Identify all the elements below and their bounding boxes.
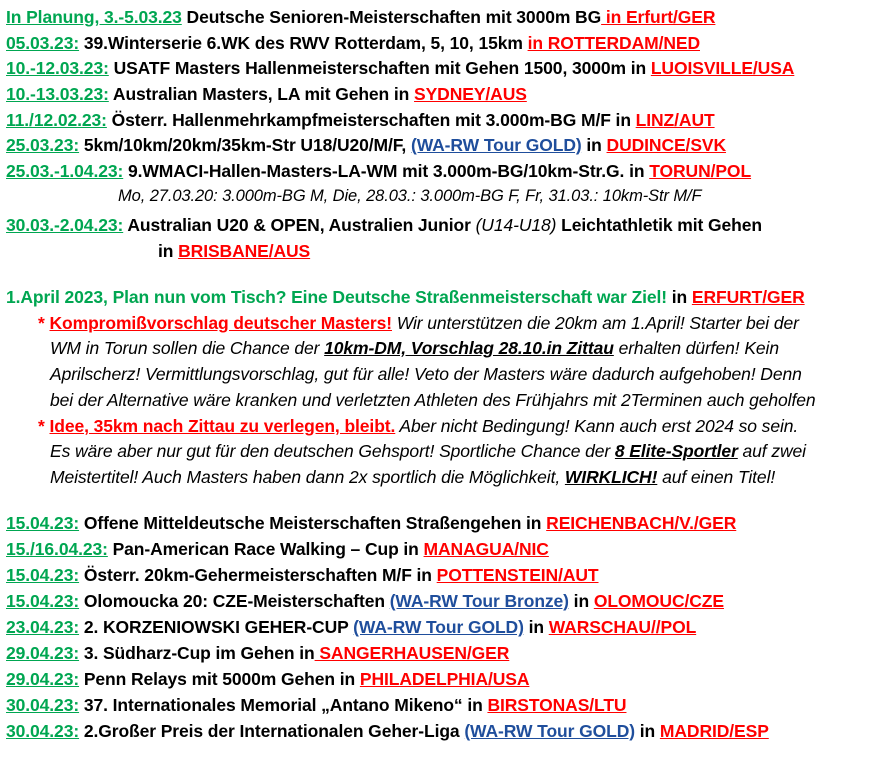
event-date: 15.04.23: bbox=[6, 565, 80, 585]
event-place-link[interactable]: DUDINCE/SVK bbox=[606, 135, 727, 155]
event-date: 29.04.23: bbox=[6, 643, 80, 663]
notice-text: auf zwei bbox=[737, 441, 806, 461]
notice-emphasis: WIRKLICH! bbox=[564, 467, 658, 487]
notice-line bbox=[50, 440, 806, 462]
tour-link[interactable]: (WA-RW Tour GOLD) bbox=[410, 135, 582, 155]
event-date: 10.-13.03.23: bbox=[6, 84, 109, 104]
notice-text: Aber nicht Bedingung! Kann auch erst 2024 so sein. bbox=[395, 416, 799, 436]
event-line bbox=[6, 83, 527, 105]
event-place-link[interactable]: in Erfurt/GER bbox=[601, 7, 716, 27]
event-date: In Planung, 3.-5.03.23 bbox=[6, 7, 182, 27]
notice-text: WM in Torun sollen die Chance der bbox=[50, 338, 325, 358]
event-place-link[interactable]: SANGERHAUSEN/GER bbox=[314, 643, 510, 663]
idea-title: Idee, 35km nach Zittau zu verlegen, bleibt. bbox=[49, 416, 396, 436]
event-date: 30.03.-2.04.23: bbox=[6, 215, 124, 235]
age-group: (U14-U18) bbox=[475, 215, 557, 235]
event-text: in bbox=[523, 617, 549, 637]
tour-link[interactable]: (WA-RW Tour Bronze) bbox=[389, 591, 569, 611]
event-date: 30.04.23: bbox=[6, 721, 80, 741]
notice-line bbox=[38, 312, 799, 334]
event-place-link[interactable]: PHILADELPHIA/USA bbox=[359, 669, 530, 689]
notice-text: Wir unterstützen die 20km am 1.April! Starter bei der bbox=[391, 313, 799, 333]
event-line bbox=[6, 590, 724, 612]
event-date: 25.03.-1.04.23: bbox=[6, 161, 124, 181]
event-place-link[interactable]: MADRID/ESP bbox=[659, 721, 769, 741]
notice-line bbox=[38, 415, 798, 437]
event-line-continued bbox=[158, 240, 310, 262]
notice-line: Aprilscherz! Vermittlungsvorschlag, gut für alle! Veto der Masters wäre dadurch aufgehoben! Denn bbox=[50, 364, 802, 384]
event-date: 29.04.23: bbox=[6, 669, 80, 689]
event-place-link[interactable]: OLOMOUC/CZE bbox=[593, 591, 724, 611]
notice-headline-line bbox=[6, 286, 805, 308]
event-place-link[interactable]: BRISBANE/AUS bbox=[178, 241, 311, 261]
notice-emphasis: 8 Elite-Sportler bbox=[614, 441, 738, 461]
event-line bbox=[6, 57, 794, 79]
torun-schedule: Mo, 27.03.20: 3.000m-BG M, Die, 28.03.: 3.000m-BG F, Fr, 31.03.: 10km-Str M/F bbox=[118, 187, 702, 205]
notice-emphasis: 10km-DM, Vorschlag 28.10.in Zittau bbox=[324, 338, 614, 358]
bullet-star: * bbox=[38, 416, 50, 436]
event-text: in bbox=[568, 591, 594, 611]
event-line bbox=[6, 538, 549, 560]
event-text: in bbox=[635, 721, 660, 741]
event-line bbox=[6, 512, 736, 534]
event-date: 10.-12.03.23: bbox=[6, 58, 109, 78]
notice-line bbox=[50, 466, 775, 488]
event-line bbox=[6, 109, 715, 131]
event-line bbox=[6, 616, 696, 638]
event-text: 2.Großer Preis der Internationalen Geher-Liga bbox=[79, 721, 465, 741]
event-text: 5km/10km/20km/35km-Str U18/U20/M/F, bbox=[79, 135, 411, 155]
event-text: 37. Internationales Memorial „Antano Mikeno“ in bbox=[79, 695, 488, 715]
event-place-link[interactable]: MANAGUA/NIC bbox=[423, 539, 549, 559]
event-line bbox=[6, 642, 509, 664]
event-place-link[interactable]: SYDNEY/AUS bbox=[414, 84, 527, 104]
event-text: 39.Winterserie 6.WK des RWV Rotterdam, 5, 10, 15km bbox=[79, 33, 528, 53]
event-date: 15.04.23: bbox=[6, 513, 80, 533]
event-text: Olomoucka 20: CZE-Meisterschaften bbox=[79, 591, 390, 611]
event-text: Australian Masters, LA mit Gehen in bbox=[108, 84, 415, 104]
event-date: 15./16.04.23: bbox=[6, 539, 108, 559]
event-place-link[interactable]: WARSCHAU//POL bbox=[548, 617, 697, 637]
event-text: Deutsche Senioren-Meisterschaften mit 3000m BG bbox=[181, 7, 602, 27]
event-date: 11./12.02.23: bbox=[6, 110, 107, 130]
event-line bbox=[6, 6, 715, 28]
event-text: 3. Südharz-Cup im Gehen in bbox=[79, 643, 315, 663]
event-line bbox=[6, 160, 751, 182]
proposal-title: Kompromißvorschlag deutscher Masters! bbox=[49, 313, 392, 333]
event-line bbox=[6, 564, 599, 586]
event-line bbox=[6, 694, 626, 716]
event-date: 23.04.23: bbox=[6, 617, 80, 637]
event-text: in bbox=[581, 135, 607, 155]
in-label: in bbox=[666, 287, 692, 307]
event-text: 9.WMACI-Hallen-Masters-LA-WM mit 3.000m-BG/10km-Str.G. in bbox=[123, 161, 650, 181]
event-date: 30.04.23: bbox=[6, 695, 80, 715]
notice-text: Meistertitel! Auch Masters haben dann 2x sportlich die Möglichkeit, bbox=[50, 467, 565, 487]
bullet-star: * bbox=[38, 313, 50, 333]
event-date: 05.03.23: bbox=[6, 33, 80, 53]
event-text: 2. KORZENIOWSKI GEHER-CUP bbox=[79, 617, 354, 637]
event-place-link[interactable]: in ROTTERDAM/NED bbox=[527, 33, 700, 53]
event-text: Pan-American Race Walking – Cup in bbox=[107, 539, 424, 559]
event-text: Österr. Hallenmehrkampfmeisterschaften mit 3.000m-BG M/F in bbox=[106, 110, 636, 130]
event-text: USATF Masters Hallenmeisterschaften mit Gehen 1500, 3000m in bbox=[108, 58, 651, 78]
event-date: 25.03.23: bbox=[6, 135, 80, 155]
event-place-link[interactable]: ERFURT/GER bbox=[691, 287, 805, 307]
event-place-link[interactable]: TORUN/POL bbox=[649, 161, 752, 181]
notice-text: erhalten dürfen! Kein bbox=[613, 338, 779, 358]
notice-text: Es wäre aber nur gut für den deutschen Gehsport! Sportliche Chance der bbox=[50, 441, 615, 461]
event-line bbox=[6, 32, 700, 54]
event-place-link[interactable]: REICHENBACH/V./GER bbox=[546, 513, 737, 533]
event-text: Leichtathletik mit Gehen bbox=[556, 215, 762, 235]
event-line bbox=[6, 668, 529, 690]
notice-text: auf einen Titel! bbox=[657, 467, 776, 487]
event-text: Australian U20 & OPEN, Australien Junior bbox=[123, 215, 476, 235]
event-place-link[interactable]: POTTENSTEIN/AUT bbox=[436, 565, 599, 585]
event-text: Österr. 20km-Gehermeisterschaften M/F in bbox=[79, 565, 437, 585]
event-place-link[interactable]: LUOISVILLE/USA bbox=[650, 58, 795, 78]
notice-line bbox=[50, 337, 779, 359]
event-line bbox=[6, 214, 762, 236]
event-place-link[interactable]: BIRSTONAS/LTU bbox=[487, 695, 627, 715]
event-date: 15.04.23: bbox=[6, 591, 80, 611]
in-label: in bbox=[158, 241, 179, 261]
event-line bbox=[6, 720, 769, 742]
notice-line: bei der Alternative wäre kranken und verletzten Athleten des Frühjahrs mit 2Terminen auch geholfen bbox=[50, 390, 816, 410]
event-line bbox=[6, 134, 726, 156]
tour-link[interactable]: (WA-RW Tour GOLD) bbox=[464, 721, 635, 741]
event-text: Offene Mitteldeutsche Meisterschaften Straßengehen in bbox=[79, 513, 547, 533]
event-text: Penn Relays mit 5000m Gehen in bbox=[79, 669, 360, 689]
tour-link[interactable]: (WA-RW Tour GOLD) bbox=[353, 617, 524, 637]
event-place-link[interactable]: LINZ/AUT bbox=[635, 110, 715, 130]
notice-headline: 1.April 2023, Plan nun vom Tisch? Eine Deutsche Straßenmeisterschaft war Ziel! bbox=[6, 287, 667, 307]
